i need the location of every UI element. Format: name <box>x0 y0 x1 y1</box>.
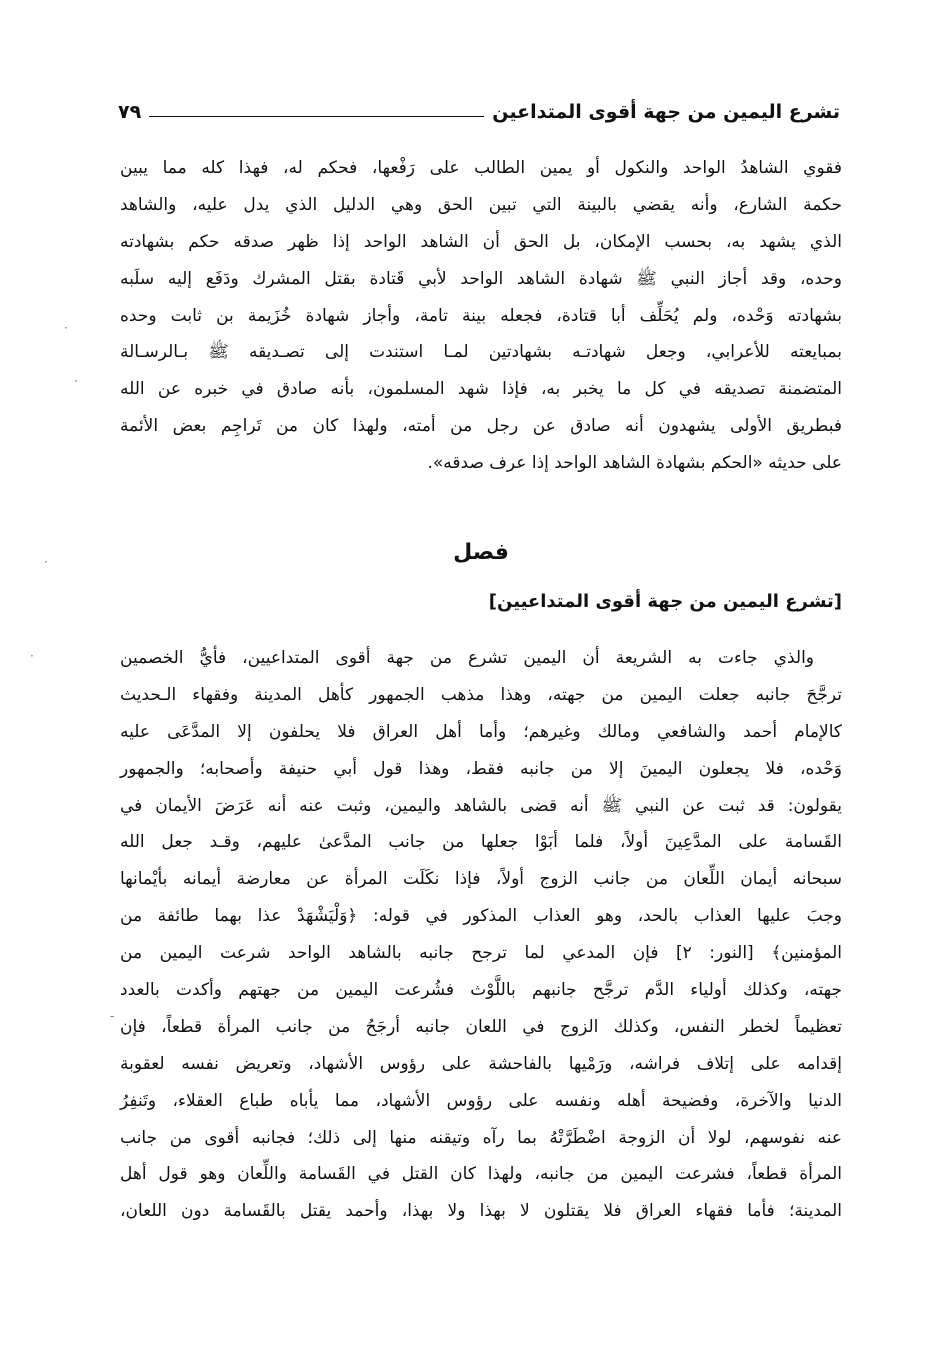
text-line: فقوي الشاهدُ الواحد والنكول أو يمين الطالب على رَفْعها، فحكم له، فهذا كله مما يبين <box>120 158 842 178</box>
scan-speck: · <box>30 649 34 663</box>
text-line: إقدامه على إتلاف فراشه، ورَمْيها بالفاحشة على رؤوس الأشهاد، وتعريض نفسه لعقوبة <box>120 1053 842 1074</box>
section-subtitle: [تشرع اليمين من جهة أقوى المتداعيين] <box>488 591 842 612</box>
text-line: وجبَ عليها العذاب بالحد، وهو العذاب المذكور في قوله: ﴿وَلْيَشْهَدْ عذا بهما طائفة من <box>120 906 842 927</box>
header-title: تشرع اليمين من جهة أقوى المتداعين <box>492 100 840 123</box>
text-line: حكمة الشارع، وأنه يقضي بالبينة التي تبين الحق وهي الدليل الذي يدل عليه، والشاهد <box>120 194 842 215</box>
text-line: الذي يشهد به، بحسب الإمكان، بل الحق أن الشاهد الواحد إذا ظهر صدقه حكم بشهادته <box>120 231 842 252</box>
page-number: ٧٩ <box>118 100 142 123</box>
text-line: سبحانه أيمان اللِّعان من جانب الزوج أولاً، فإذا نكَلَت المرأة عن معارضة أيمانه بأيْمانها <box>120 869 842 890</box>
paragraph-2 <box>120 640 842 1230</box>
scan-speck: · <box>64 321 68 335</box>
section-heading: فصل <box>453 540 509 565</box>
header-rule <box>149 116 484 117</box>
text-line: فبطريق الأولى يشهدون أنه صادق عن رجل من أمته، ولهذا كان من تَراجِم بعض الأئمة <box>120 416 842 437</box>
text-line: وَحْده، فلا يجعلون اليمينَ إلا من جانبه فقط، وهذا قول أبي حنيفة وأصحابه؛ والجمهور <box>120 758 842 779</box>
text-line: الدنيا والآخرة، وفضيحة أهله ونفسه على رؤوس الأشهاد، مما يأباه طباع العقلاء، وتَنفِرُ <box>120 1090 842 1111</box>
paragraph-1 <box>120 150 842 482</box>
text-line: بمبايعته للأعرابي، وجعل شهادتـه بشهادتين لمـا استندت إلى تصـديقه ﷺ بـالرسـالة <box>120 342 842 363</box>
running-header <box>118 94 840 130</box>
text-line: جهته، وكذلك أولياء الدَّم ترجَّح جانبهم باللَّوْث فشُرعت اليمين من جهتهم وأكدت بالعدد <box>120 980 842 1001</box>
text-line: المدينة؛ فأما فقهاء العراق فلا يقتلون لا بهذا ولا بهذا، وأحمد يقتل بالقَسامة دون اللعان، <box>120 1201 842 1222</box>
text-line: القَسامة على المدَّعِينَ أولاً، فلما أبَوْا جعلها من جانب المدَّعىٰ عليهم، وقـد جعل الله <box>120 832 842 853</box>
text-line: وحده، وقد أجاز النبي ﷺ شهادة الشاهد الواحد لأبي قَتادة بقتل المشرك ودَفَع إليه سلَبه <box>120 268 842 289</box>
scan-speck: - <box>110 1009 115 1023</box>
scan-speck: · <box>44 555 48 569</box>
text-line: كالإمام أحمد والشافعي ومالك وغيرهم؛ وأما أهل العراق فلا يحلفون إلا المدَّعَى عليه <box>120 721 842 742</box>
text-line: والذي جاءت به الشريعة أن اليمين تشرع من جهة أقوى المتداعيين، فأيُّ الخصمين <box>120 648 814 668</box>
text-line: عنه نفوسهم، لولا أن الزوجة اضْطَرَّتْهُ بما رآه وتيقنه منها إلى ذلك؛ فجانبه أقوى من جانب <box>120 1127 842 1148</box>
text-line: المتضمنة تصديقه في كل ما يخبر به، فإذا شهد المسلمون، بأنه صادق في خبره عن الله <box>120 379 842 400</box>
text-line: المرأة قطعاً، فشرعت اليمين من جانبه، ولهذا كان القتل في القَسامة واللِّعان وهو قول أهل <box>120 1164 842 1185</box>
text-line: المؤمنين﴾ [النور: ٢] فإن المدعي لما ترجح جانبه بالشاهد الواحد شرعت اليمين من <box>120 943 842 964</box>
text-line: بشهادته وَحْده، ولم يُحَلِّف أبا قتادة، فجعله بينة تامة، وأجاز شهادة خُزَيمة بن ثابت وحده <box>120 305 842 326</box>
scan-speck: · <box>74 374 78 388</box>
text-line: على حديثه «الحكم بشهادة الشاهد الواحد إذا عرف صدقه». <box>427 453 842 474</box>
text-line: يقولون: قد ثبت عن النبي ﷺ أنه قضى بالشاهد واليمين، وثبت عنه أنه عَرَضَ الأيمان في <box>120 795 842 816</box>
text-line: ترجَّحَ جانبه جعلت اليمين من جهته، وهذا مذهب الجمهور كأهل المدينة وفقهاء الـحديث <box>120 684 842 705</box>
text-line: تعظيماً لخطر النفس، وكذلك الزوج في اللعان جانبه أرجَحُ من جانب المرأة قطعاً، فإن <box>120 1016 842 1037</box>
